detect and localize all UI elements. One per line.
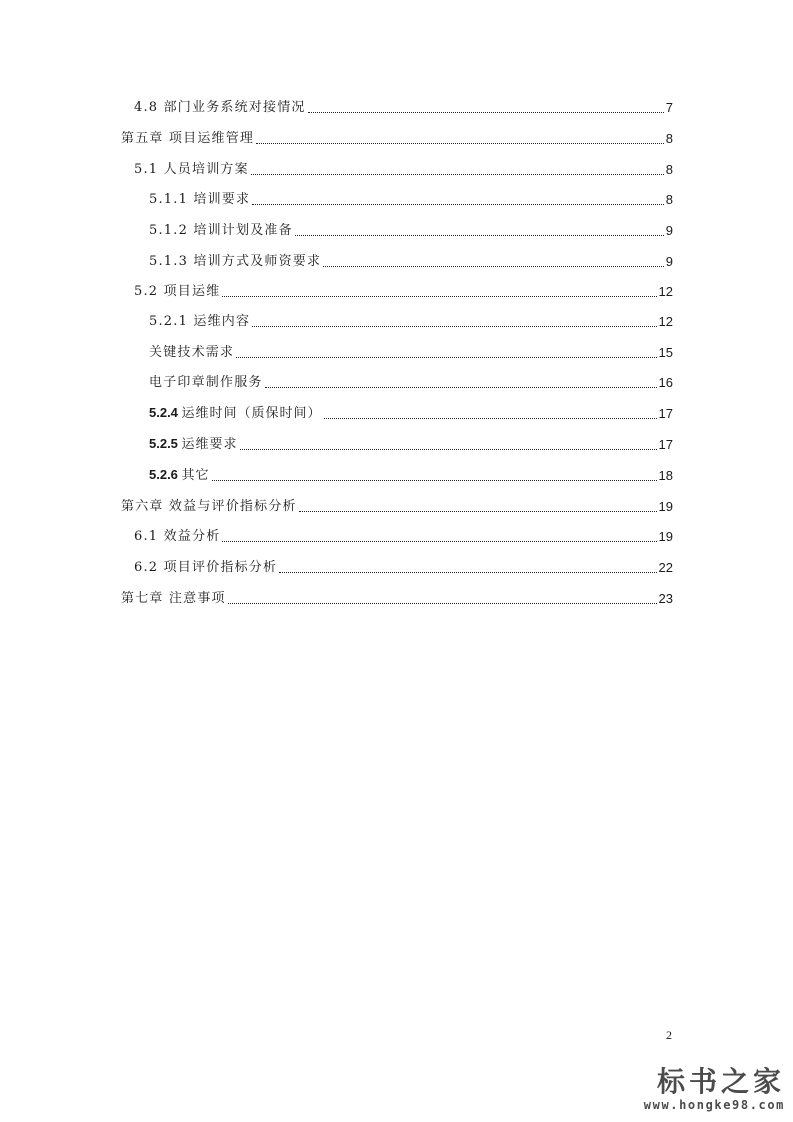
toc-entry[interactable] <box>121 589 673 609</box>
toc-entry-label <box>149 434 238 455</box>
toc-entry[interactable] <box>134 160 673 180</box>
toc-leader-dots <box>212 480 657 481</box>
toc-leader-dots <box>222 541 656 542</box>
toc-entry-label <box>149 465 210 486</box>
toc-entry[interactable] <box>121 129 673 149</box>
watermark-logo <box>644 1066 785 1112</box>
toc-entry[interactable] <box>149 312 673 332</box>
toc-entry-page: 7 <box>665 100 673 115</box>
toc-leader-dots <box>252 204 664 205</box>
toc-entry-page: 15 <box>658 345 673 360</box>
toc-entry-label: 第七章 注意事项 <box>121 591 226 606</box>
toc-entry-page: 18 <box>658 468 673 483</box>
toc-entry-label: 关键技术需求 <box>149 345 235 360</box>
toc-entry-label: 5.1 人员培训方案 <box>134 162 249 177</box>
toc-entry[interactable] <box>134 98 673 118</box>
toc-entry-title: 运维要求 <box>181 437 238 452</box>
toc-leader-dots <box>236 357 656 358</box>
toc-entry-page: 9 <box>665 223 673 238</box>
toc-entry-title: 其它 <box>181 468 210 483</box>
toc-entry-page: 19 <box>658 529 673 544</box>
toc-entry-title: 运维时间（质保时间） <box>181 406 322 421</box>
toc-entry-label: 6.2 项目评价指标分析 <box>134 560 278 575</box>
toc-entry[interactable] <box>149 435 673 455</box>
toc-entry-label: 6.1 效益分析 <box>134 529 221 544</box>
toc-entry[interactable] <box>149 252 673 272</box>
toc-entry[interactable] <box>134 558 673 578</box>
toc-entry-page: 17 <box>658 406 673 421</box>
toc-entry[interactable] <box>149 466 673 486</box>
toc-entry-label: 5.1.3 培训方式及师资要求 <box>149 254 322 269</box>
toc-entry-label: 第五章 项目运维管理 <box>121 131 255 146</box>
toc-entry-label: 4.8 部门业务系统对接情况 <box>134 100 306 115</box>
toc-leader-dots <box>240 449 657 450</box>
toc-leader-dots <box>222 296 656 297</box>
toc-entry[interactable] <box>134 527 673 547</box>
toc-entry-page: 17 <box>658 437 673 452</box>
toc-entry-page: 23 <box>658 591 673 606</box>
toc-entry[interactable] <box>149 190 673 210</box>
toc-leader-dots <box>295 235 664 236</box>
toc-leader-dots <box>308 112 664 113</box>
toc-entry-label: 电子印章制作服务 <box>149 375 263 390</box>
toc-entry-page: 16 <box>658 375 673 390</box>
toc-entry-label: 第六章 效益与评价指标分析 <box>121 499 297 514</box>
toc-entry-label: 5.1.1 培训要求 <box>149 192 251 207</box>
toc-entry-page: 9 <box>665 254 673 269</box>
toc-entry[interactable] <box>149 221 673 241</box>
toc-leader-dots <box>251 174 664 175</box>
toc-entry-number: 5.2.6 <box>149 467 178 482</box>
toc-entry-page: 12 <box>658 284 673 299</box>
toc-entry-label <box>149 403 322 424</box>
toc-entry[interactable] <box>134 282 673 302</box>
toc-leader-dots <box>323 266 664 267</box>
toc-entry-label: 5.2 项目运维 <box>134 284 221 299</box>
toc-leader-dots <box>299 511 657 512</box>
toc-entry-label: 5.2.1 运维内容 <box>149 314 251 329</box>
toc-leader-dots <box>252 326 656 327</box>
toc-entry-page: 12 <box>658 314 673 329</box>
toc-leader-dots <box>228 603 657 604</box>
watermark-title: 标书之家 <box>656 1065 785 1098</box>
toc-entry-label: 5.1.2 培训计划及准备 <box>149 223 293 238</box>
toc-leader-dots <box>324 418 657 419</box>
page-number: 2 <box>666 1028 672 1042</box>
toc-entry-number: 5.2.5 <box>149 436 178 451</box>
toc-entry-number: 5.2.4 <box>149 405 178 420</box>
toc-leader-dots <box>256 143 664 144</box>
toc-leader-dots <box>265 387 657 388</box>
toc-entry-page: 8 <box>665 192 673 207</box>
toc-entry[interactable] <box>149 404 673 424</box>
toc-entry[interactable] <box>149 373 673 393</box>
toc-entry[interactable] <box>149 343 673 363</box>
toc-entry-page: 8 <box>665 131 673 146</box>
toc-entry-page: 22 <box>658 560 673 575</box>
watermark-url: www.hongke98.com <box>643 1098 785 1112</box>
toc-entry-page: 19 <box>658 499 673 514</box>
toc-leader-dots <box>279 572 656 573</box>
toc-entry[interactable] <box>121 497 673 517</box>
toc-entry-page: 8 <box>665 162 673 177</box>
